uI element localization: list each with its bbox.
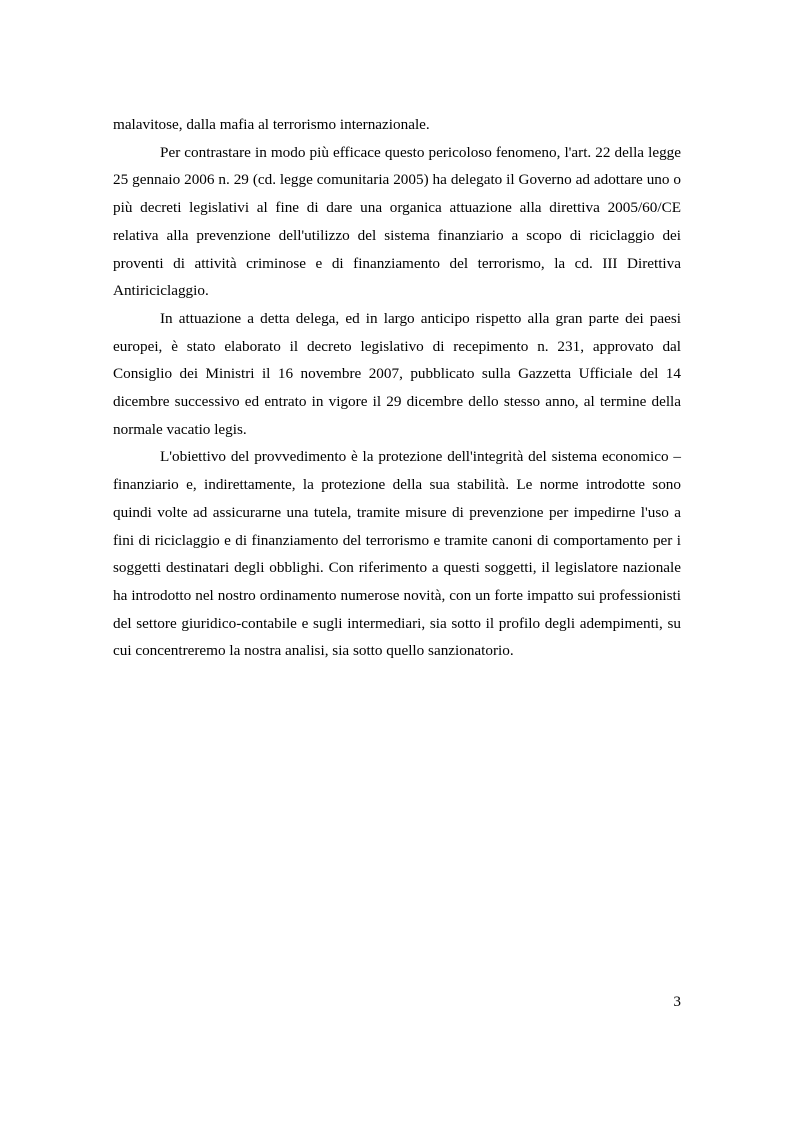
paragraph-delega-governo: Per contrastare in modo più efficace questo pericoloso fenomeno, l'art. 22 della legge 25 gennaio 2006 n. 29 (cd. legge comunitaria 2005) ha delegato il Governo ad adottare uno o più decreti legislativi al fine di dare una organica attuazione alla direttiva 2005/60/CE relativa alla prevenzione dell'utilizzo del sistema finanziario a scopo di riciclaggio dei proventi di attività criminose e di finanziamento del terrorismo, la cd. III Direttiva Antiriciclaggio.	[113, 143, 681, 300]
body-text	[113, 111, 681, 665]
paragraph-decreto-231: In attuazione a detta delega, ed in largo anticipo rispetto alla gran parte dei paesi europei, è stato elaborato il decreto legislativo di recepimento n. 231, approvato dal Consiglio dei Ministri il 16 novembre 2007, pubblicato sulla Gazzetta Ufficiale del 14 dicembre successivo ed entrato in vigore il 29 dicembre dello stesso anno, al termine della normale vacatio legis.	[113, 309, 681, 438]
page-number: 3	[673, 993, 681, 1010]
paragraph-obiettivo: L'obiettivo del provvedimento è la protezione dell'integrità del sistema economico – finanziario e, indirettamente, la protezione della sua stabilità. Le norme introdotte sono quindi volte ad assicurarne una tutela, tramite misure di prevenzione per impedirne l'uso a fini di riciclaggio e di finanziamento del terrorismo e tramite canoni di comportamento per i soggetti destinatari degli obblighi. Con riferimento a questi soggetti, il legislatore nazionale ha introdotto nel nostro ordinamento numerose novità, con un forte impatto sui professionisti del settore giuridico-contabile e sugli intermediari, sia sotto il profilo degli adempimenti, su cui concentreremo la nostra analisi, sia sotto quello sanzionatorio.	[113, 448, 681, 660]
paragraph-continuation: malavitose, dalla mafia al terrorismo internazionale.	[113, 116, 430, 133]
